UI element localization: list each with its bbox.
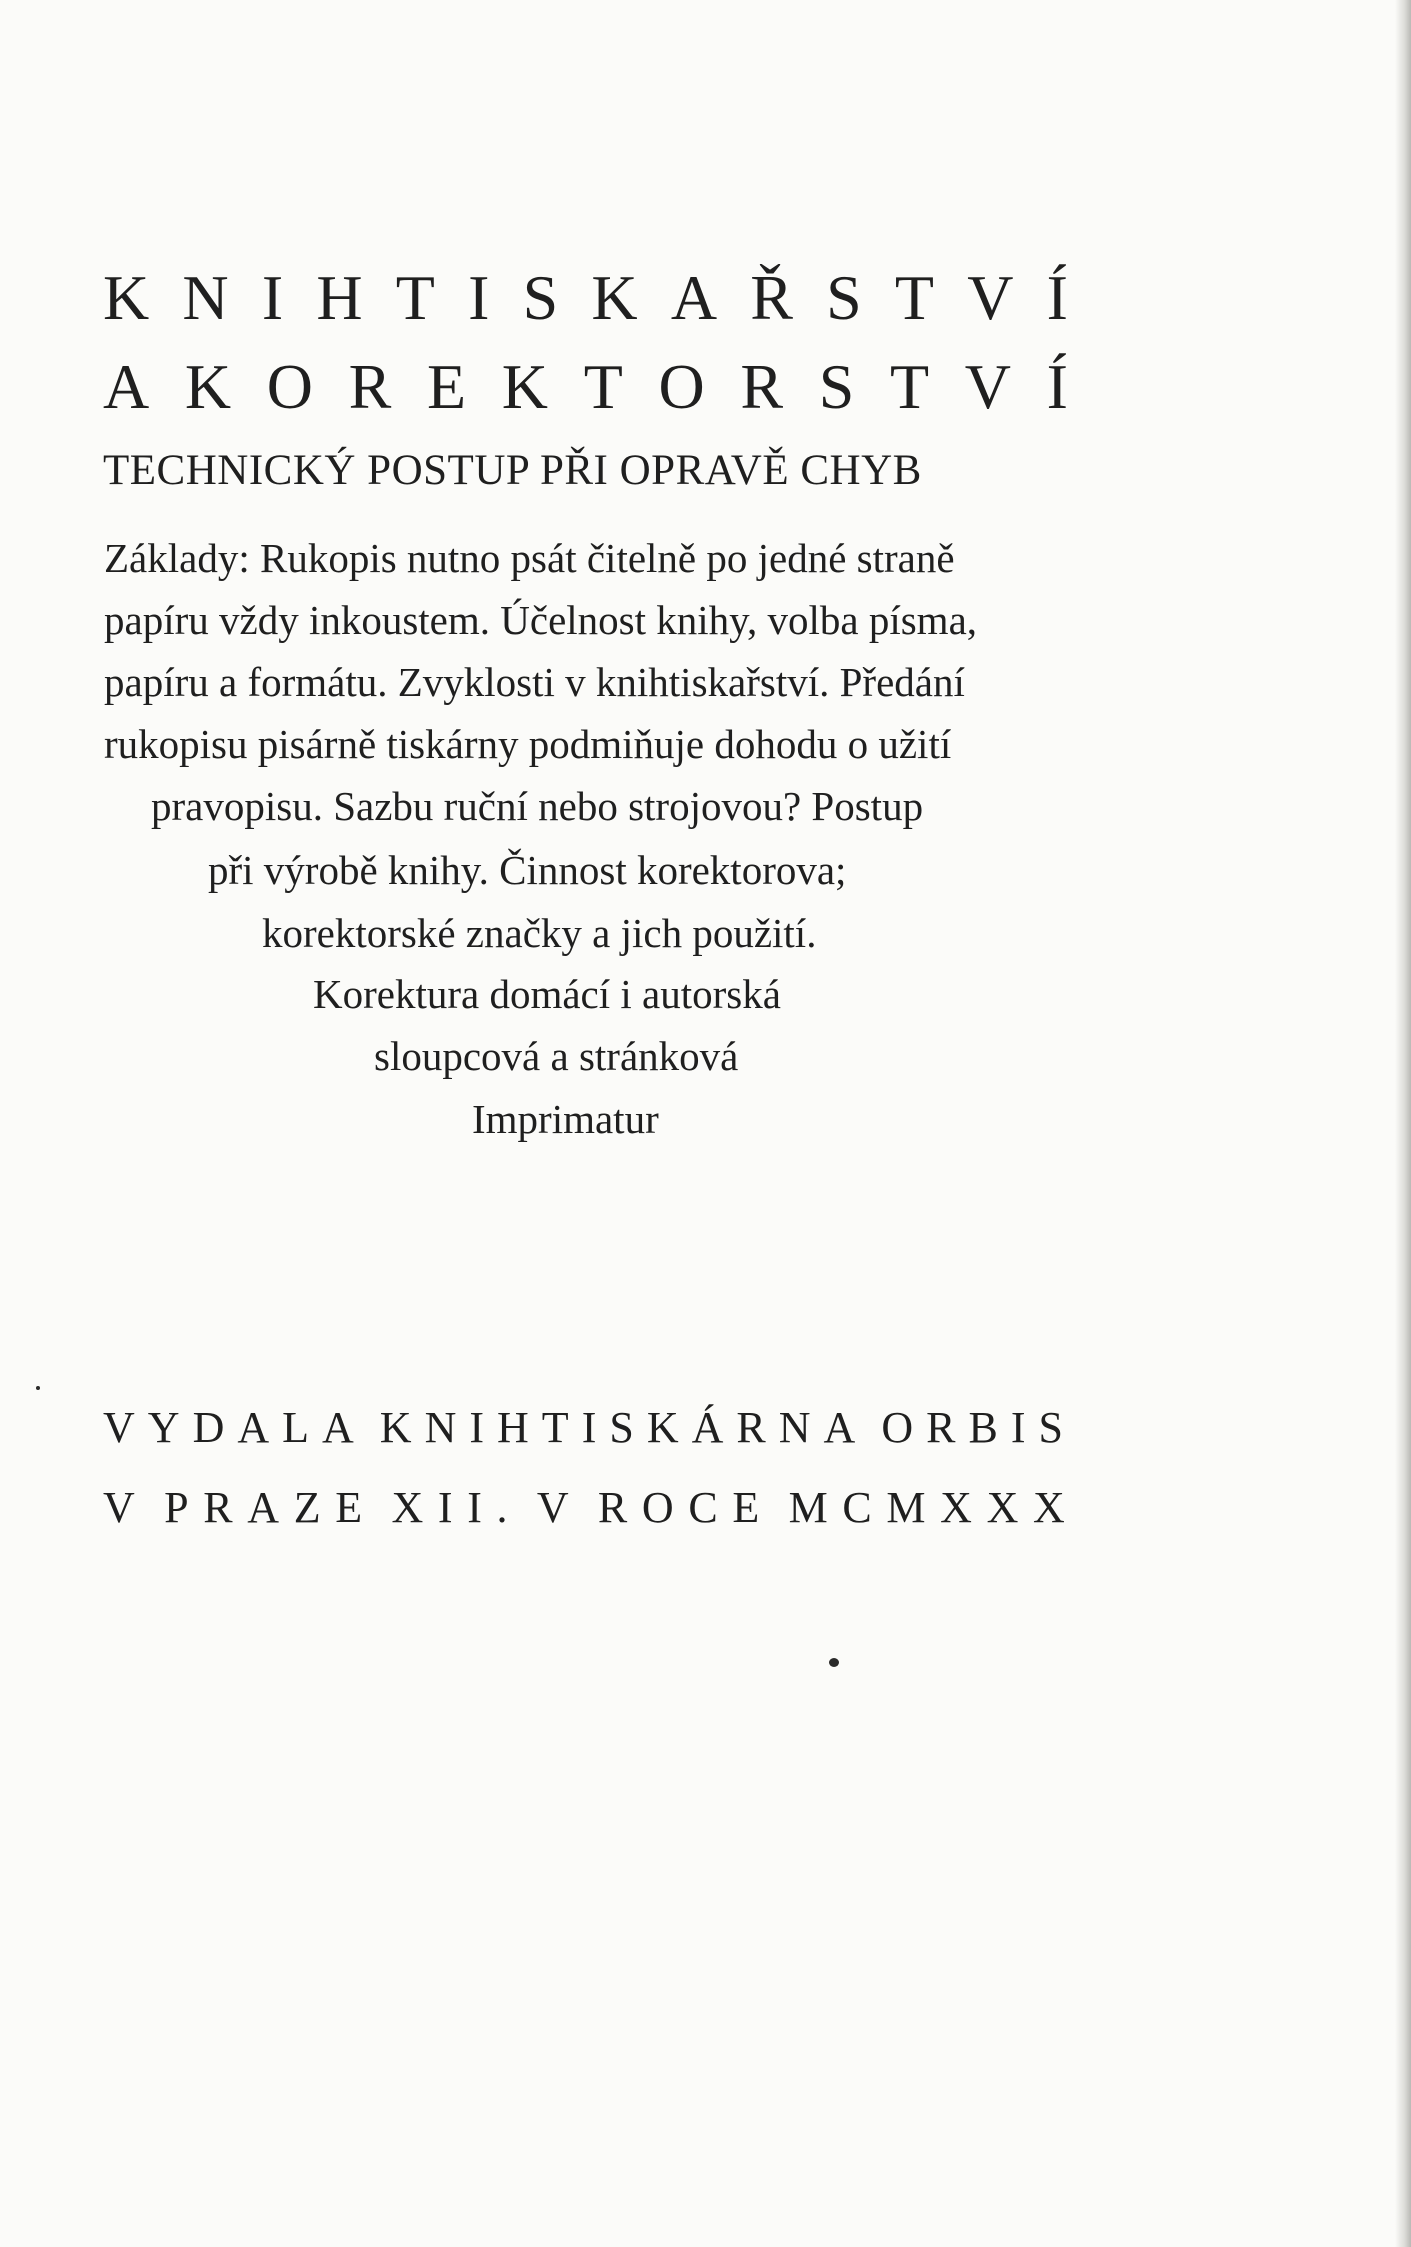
title-letter: T xyxy=(889,351,930,422)
imprint-letter: D xyxy=(192,1403,225,1452)
imprint-line-1 xyxy=(103,1403,1063,1452)
title-letter: K xyxy=(501,351,549,422)
title-letter: R xyxy=(740,351,784,422)
imprint-letter: I xyxy=(467,1483,482,1532)
contents-line: při výrobě knihy. Činnost korektorova; xyxy=(208,847,847,893)
imprint-letter: A xyxy=(322,1403,354,1452)
imprint-letter: A xyxy=(237,1403,270,1452)
imprint-letter: E xyxy=(335,1483,363,1532)
imprint-letter: V xyxy=(536,1483,569,1532)
imprint-letter: H xyxy=(497,1403,529,1452)
title-line-1 xyxy=(103,262,1068,333)
contents-line: rukopisu pisárně tiskárny podmiňuje dohodu o užití xyxy=(104,721,952,767)
title-letter: I xyxy=(261,262,284,333)
title-letter: S xyxy=(826,262,862,333)
title-letter: T xyxy=(395,262,435,333)
contents-line: papíru vždy inkoustem. Účelnost knihy, volba písma, xyxy=(104,597,978,643)
imprint-letter: Á xyxy=(691,1403,724,1452)
imprint-letter: . xyxy=(496,1483,508,1532)
imprint-letter: R xyxy=(736,1403,766,1452)
title-letter: V xyxy=(967,262,1014,333)
contents-line: korektorské značky a jich použití. xyxy=(262,910,817,956)
contents-line: Základy: Rukopis nutno psát čitelně po jedné straně xyxy=(104,535,955,581)
imprint-letter: K xyxy=(379,1403,412,1452)
imprint-letter: X xyxy=(391,1483,424,1532)
imprint-letter: E xyxy=(732,1483,760,1532)
page-edge xyxy=(1395,0,1411,2247)
imprint-letter: X xyxy=(940,1483,972,1532)
imprint-letter: A xyxy=(823,1403,856,1452)
title-letter: H xyxy=(316,262,363,333)
title-letter: S xyxy=(818,351,855,422)
imprint-letter: X xyxy=(986,1483,1019,1532)
ink-speck xyxy=(36,1386,40,1390)
imprint-line-2 xyxy=(103,1483,1065,1532)
imprint-letter: R xyxy=(926,1403,956,1452)
imprint-letter: Y xyxy=(147,1403,180,1452)
imprint-letter: I xyxy=(581,1403,597,1452)
imprint-letter: S xyxy=(1038,1403,1063,1452)
imprint-letter: P xyxy=(164,1483,189,1532)
imprint-letter: C xyxy=(688,1483,718,1532)
title-letter: Í xyxy=(1046,351,1068,422)
imprint-letter: I xyxy=(1010,1403,1026,1452)
ink-speck xyxy=(829,1658,839,1667)
imprint-letter: S xyxy=(609,1403,634,1452)
title-letter: S xyxy=(522,262,559,333)
contents-line: papíru a formátu. Zvyklosti v knihtiskařství. Předání xyxy=(104,659,965,705)
imprint-letter: M xyxy=(886,1483,926,1532)
contents-line: sloupcová a stránková xyxy=(374,1033,739,1079)
imprint-letter: K xyxy=(646,1403,679,1452)
title-letter: O xyxy=(658,351,705,422)
title-letter: Ř xyxy=(750,262,793,333)
imprint-letter: V xyxy=(103,1483,135,1532)
imprint-letter: V xyxy=(103,1403,135,1452)
title-letter: I xyxy=(468,262,490,333)
subtitle: TECHNICKÝ POSTUP PŘI OPRAVĚ CHYB xyxy=(103,447,922,494)
title-line-2 xyxy=(103,351,1068,422)
title-letter: T xyxy=(894,262,935,333)
imprint-letter: A xyxy=(247,1483,280,1532)
imprint-letter: R xyxy=(597,1483,628,1532)
imprint-letter: Z xyxy=(293,1483,321,1532)
imprint-letter: O xyxy=(641,1483,674,1532)
imprint-letter: L xyxy=(282,1403,310,1452)
title-letter: T xyxy=(583,351,623,422)
title-letter: K xyxy=(591,262,638,333)
imprint-letter: T xyxy=(541,1403,569,1452)
title-letter: Í xyxy=(1046,262,1068,333)
imprint-letter: N xyxy=(424,1403,457,1452)
title-letter: E xyxy=(427,351,467,422)
imprint-letter: X xyxy=(1033,1483,1065,1532)
title-letter: K xyxy=(103,262,150,333)
imprint-letter: M xyxy=(788,1483,828,1532)
imprint-letter: I xyxy=(437,1483,453,1532)
imprint-letter: I xyxy=(469,1403,485,1452)
contents-line: Korektura domácí i autorská xyxy=(313,971,781,1017)
contents-line: Imprimatur xyxy=(472,1096,659,1142)
imprint-letter: R xyxy=(203,1483,233,1532)
title-letter: A xyxy=(670,262,718,333)
imprint-letter: N xyxy=(778,1403,811,1452)
contents-line: pravopisu. Sazbu ruční nebo strojovou? Postup xyxy=(151,783,924,829)
title-letter: A xyxy=(103,351,150,422)
imprint-letter: C xyxy=(842,1483,872,1532)
title-letter: O xyxy=(266,351,313,422)
title-letter: V xyxy=(964,351,1011,422)
imprint-letter: O xyxy=(881,1403,914,1452)
title-letter: K xyxy=(184,351,232,422)
imprint-letter: B xyxy=(968,1403,998,1452)
title-letter: R xyxy=(348,351,392,422)
title-letter: N xyxy=(182,262,229,333)
